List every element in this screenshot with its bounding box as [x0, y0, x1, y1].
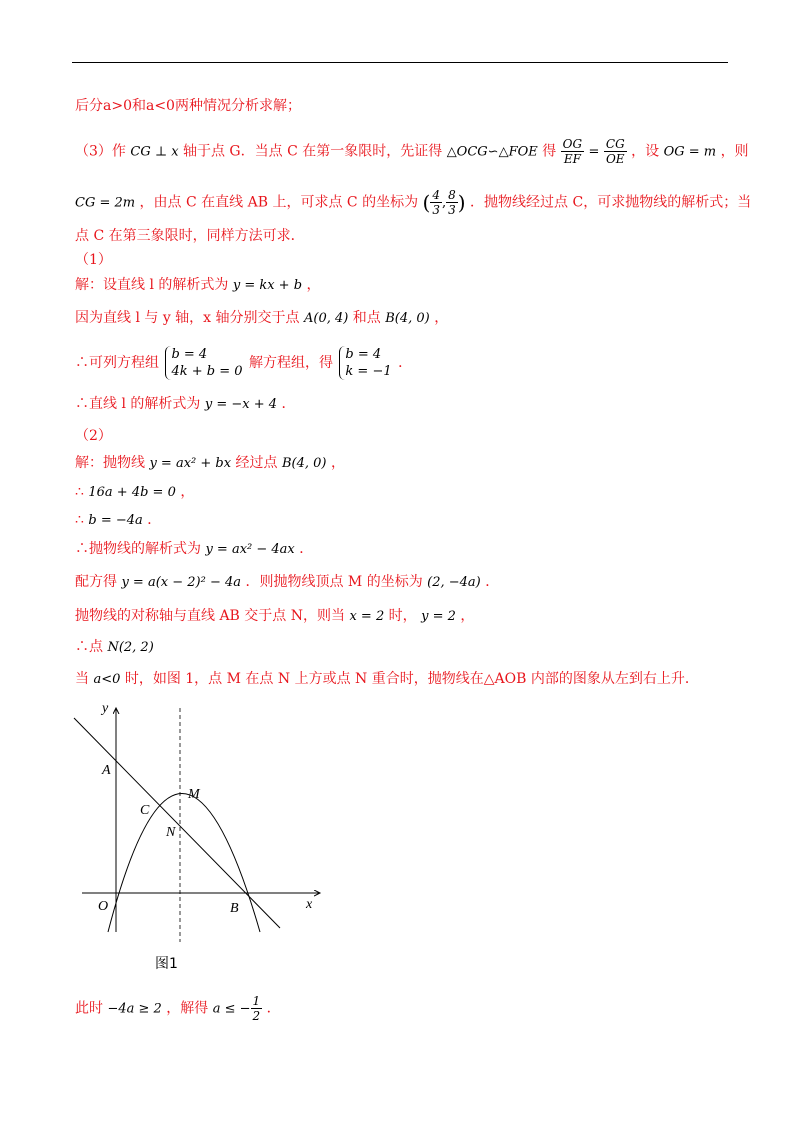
text-3c: ．抛物线经过点 C，可求抛物线的解析式；当: [470, 194, 752, 211]
equation-system-1: [165, 346, 242, 380]
text-9c: ．: [281, 396, 296, 412]
text-8e: ．: [398, 355, 413, 371]
label-b: B: [230, 901, 239, 916]
equation-system-2: [339, 346, 391, 380]
fraction-og-ef: [561, 137, 584, 166]
frac-num: 1: [252, 994, 261, 1008]
text-11c: 经过点: [235, 455, 278, 471]
text-15c: ．则抛物线顶点 M 的坐标为: [245, 574, 423, 590]
text-line-5: [75, 251, 112, 269]
paren-open: (: [422, 190, 431, 215]
text-line-2: [75, 137, 749, 166]
text-line-10: [75, 427, 112, 445]
therefore: ∴: [75, 512, 84, 528]
math-x2: x = 2: [349, 609, 385, 624]
text-16e: ，: [460, 608, 475, 624]
figure-1-graph: [72, 700, 332, 960]
text-7e: ，: [434, 310, 449, 326]
fraction-cg-oe: [604, 137, 627, 166]
text-19a: 此时: [75, 1000, 103, 1017]
frac-num: 8: [448, 188, 456, 202]
math-cg-2m: CG = 2m: [75, 195, 136, 211]
math-inequality: −4a ≥ 2: [107, 1001, 162, 1017]
math-vertex: (2, −4a): [427, 575, 481, 590]
text-line-9: [75, 395, 295, 414]
text-line-11: [75, 454, 345, 473]
math-vertex-form: y = a(x − 2)² − 4a: [121, 575, 241, 590]
text-6c: ，: [306, 277, 321, 293]
label-c: C: [140, 803, 150, 818]
math-point-b: B(4, 0): [281, 456, 327, 471]
frac-den: 3: [448, 203, 456, 217]
text-2c: 轴于点 G．当点 C 在第一象限时，先证得: [182, 143, 443, 160]
text-2a: （3）作: [75, 143, 126, 160]
text-18a: 当: [75, 671, 89, 687]
text-7c: 和点: [352, 310, 381, 326]
math-b-value: b = −4a: [88, 513, 143, 528]
text-2e: 得: [542, 143, 557, 160]
fraction-8-3: [446, 188, 458, 217]
math-parabola-eq: y = ax² − 4ax: [205, 542, 295, 557]
math-similar-triangles: △OCG∽△FOE: [446, 144, 538, 160]
equation: b = 4: [345, 347, 382, 362]
fraction-1-2: [251, 994, 263, 1023]
text-line-17: [75, 638, 154, 657]
label-m: M: [188, 787, 200, 802]
math-parabola: y = ax² + bx: [149, 456, 232, 471]
equation: k = −1: [345, 364, 392, 379]
text-line-19: [75, 994, 281, 1023]
math-point-b: B(4, 0): [385, 311, 430, 326]
text-16a: 抛物线的对称轴与直线 AB 交于点 N，则当: [75, 608, 345, 624]
text-11a: 解：抛物线: [75, 455, 145, 471]
math-a-le: a ≤ −: [212, 1001, 251, 1017]
text-15a: 配方得: [75, 574, 117, 590]
math-equals: =: [588, 144, 600, 160]
text-5: （1）: [75, 252, 112, 268]
frac-den: 2: [252, 1009, 261, 1023]
equation: 4k + b = 0: [171, 364, 243, 379]
math-a-neg: a<0: [93, 672, 121, 687]
text-8c: 解方程组，得: [248, 355, 333, 371]
text-14c: ．: [299, 541, 314, 557]
frac-den: EF: [563, 152, 581, 166]
text-17a: ∴点: [75, 639, 103, 655]
text-2h: ，则: [720, 143, 749, 160]
math-point-a: A(0, 4): [304, 311, 349, 326]
equation: b = 4: [171, 347, 208, 362]
text-line-4: [75, 227, 305, 245]
text-18c: 时，如图 1，点 M 在点 N 上方或点 N 重合时，抛物线在△AOB 内部的图象从左到右上升．: [124, 671, 699, 687]
text-10: （2）: [75, 428, 112, 444]
figure-1: [72, 700, 332, 960]
text-line-7: [75, 309, 448, 328]
frac-num: OG: [562, 137, 583, 151]
paren-close: ): [457, 190, 466, 215]
text-3b: ，由点 C 在直线 AB 上，可求点 C 的坐标为: [139, 194, 419, 211]
therefore: ∴: [75, 484, 84, 500]
text-line-18: [75, 670, 699, 689]
label-x: x: [306, 897, 313, 912]
math-cg-perp-x: CG ⊥ x: [130, 144, 179, 160]
text-1: 后分a>0和a<0两种情况分析求解；: [75, 98, 301, 114]
label-a: A: [102, 763, 111, 778]
text-16c: 时，: [388, 608, 417, 624]
text-line-15: [75, 573, 499, 592]
text-line-1: [75, 97, 301, 115]
text-line-8: [75, 346, 412, 380]
math-equation: 16a + 4b = 0: [88, 485, 176, 500]
label-y: y: [102, 701, 109, 716]
text-4: 点 C 在第三象限时，同样方法可求．: [75, 228, 305, 244]
frac-den: 3: [432, 203, 440, 217]
text-9a: ∴直线 l 的解析式为: [75, 396, 201, 412]
text-11e: ，: [330, 455, 345, 471]
figure-caption: 图1: [155, 956, 178, 972]
math-line-eq: y = kx + b: [232, 278, 303, 293]
text-line-6: [75, 276, 321, 295]
text-12c: ，: [180, 484, 195, 500]
label-n: N: [166, 825, 176, 840]
text-line-16: [75, 607, 474, 626]
text-line-12: [75, 483, 194, 502]
frac-den: OE: [605, 152, 625, 166]
text-19e: ．: [266, 1000, 281, 1017]
frac-num: CG: [605, 137, 625, 151]
fraction-4-3: [430, 188, 442, 217]
text-8a: ∴可列方程组: [75, 355, 159, 371]
label-o: O: [98, 899, 109, 914]
text-line-13: [75, 511, 161, 530]
text-15e: ．: [485, 574, 500, 590]
math-y2: y = 2: [421, 609, 456, 624]
comma: ,: [441, 195, 447, 211]
text-line-3: [75, 188, 751, 217]
text-2f: ，设: [631, 143, 660, 160]
text-line-14: [75, 540, 313, 559]
header-rule: [72, 62, 728, 63]
math-line-solution: y = −x + 4: [204, 397, 277, 412]
math-point-n: N(2, 2): [107, 640, 154, 655]
text-14a: ∴抛物线的解析式为: [75, 541, 201, 557]
math-og-m: OG = m: [663, 144, 717, 160]
text-19c: ，解得: [166, 1000, 209, 1017]
text-6a: 解：设直线 l 的解析式为: [75, 277, 229, 293]
text-13c: ．: [147, 512, 162, 528]
text-7a: 因为直线 l 与 y 轴，x 轴分别交于点: [75, 310, 300, 326]
frac-num: 4: [432, 188, 440, 202]
